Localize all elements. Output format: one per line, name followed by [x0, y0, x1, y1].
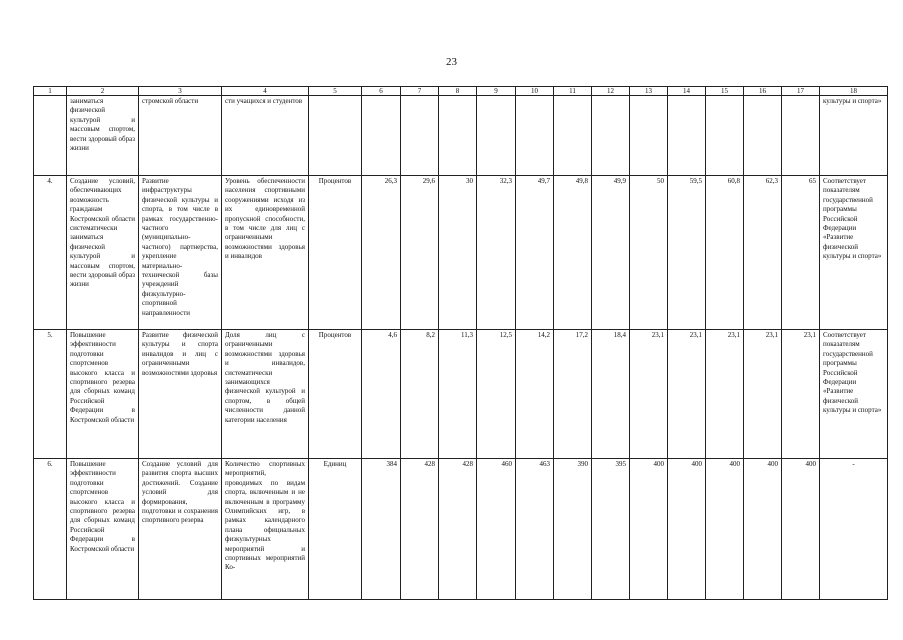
- value-cell: [744, 96, 782, 176]
- value-cell: [668, 96, 706, 176]
- row-number: 6.: [34, 459, 67, 600]
- value-cell: 23,1: [630, 330, 668, 459]
- value-cell: 49,9: [592, 176, 630, 330]
- value-cell: [477, 96, 516, 176]
- header-row: [34, 87, 888, 96]
- value-cell: 400: [706, 459, 744, 600]
- column-header: 13: [630, 87, 668, 96]
- column-header: 3: [139, 87, 222, 96]
- column-header: 11: [554, 87, 592, 96]
- table-row: [34, 459, 888, 600]
- value-cell: 32,3: [477, 176, 516, 330]
- column-header: 14: [668, 87, 706, 96]
- value-cell: 29,6: [401, 176, 439, 330]
- value-cell: 11,3: [439, 330, 477, 459]
- value-cell: 30: [439, 176, 477, 330]
- value-cell: [706, 96, 744, 176]
- task-cell: стромской области: [139, 96, 222, 176]
- column-header: 7: [401, 87, 439, 96]
- value-cell: 23,1: [668, 330, 706, 459]
- goal-cell: заниматься физической культурой и массовым спортом, вести здоровый образ жизни: [67, 96, 139, 176]
- indicator-cell: Доля лиц с ограниченными возможностями здоровья и инвалидов, систематически занимающихся физической культурой и спортом, в общей численности данной категории населения: [222, 330, 309, 459]
- indicators-table: [33, 86, 888, 600]
- value-cell: 384: [362, 459, 401, 600]
- indicator-cell: Уровень обеспеченности населения спортивными сооружениями исходя из их единовременной пропускной способности, в том числе для лиц с ограниченными возможностями здоровья и инвалидов: [222, 176, 309, 330]
- indicator-cell: сти учащихся и студентов: [222, 96, 309, 176]
- value-cell: [362, 96, 401, 176]
- value-cell: 400: [744, 459, 782, 600]
- value-cell: 49,7: [516, 176, 554, 330]
- note-cell: культуры и спорта»: [820, 96, 888, 176]
- note-cell: Соответствует показателям государственной программы Российской Федерации «Развитие физической культуры и спорта»: [820, 176, 888, 330]
- value-cell: 60,8: [706, 176, 744, 330]
- value-cell: 62,3: [744, 176, 782, 330]
- value-cell: 400: [782, 459, 820, 600]
- row-number: 5.: [34, 330, 67, 459]
- row-number: 4.: [34, 176, 67, 330]
- value-cell: 8,2: [401, 330, 439, 459]
- task-cell: Создание условий для развития спорта высших достижений. Создание условий для формирования, подготовки и сохранения спортивного резерва: [139, 459, 222, 600]
- column-header: 15: [706, 87, 744, 96]
- value-cell: 49,8: [554, 176, 592, 330]
- value-cell: 460: [477, 459, 516, 600]
- value-cell: 23,1: [782, 330, 820, 459]
- value-cell: [592, 96, 630, 176]
- value-cell: 428: [439, 459, 477, 600]
- column-header: 4: [222, 87, 309, 96]
- value-cell: 428: [401, 459, 439, 600]
- row-number: [34, 96, 67, 176]
- column-header: 16: [744, 87, 782, 96]
- table-row: [34, 176, 888, 330]
- value-cell: 26,3: [362, 176, 401, 330]
- goal-cell: Создание условий, обеспечивающих возможность гражданам Костромской области систематически заниматься физической культурой и массовым спортом, вести здоровый образ жизни: [67, 176, 139, 330]
- value-cell: 59,5: [668, 176, 706, 330]
- note-cell: Соответствует показателям государственной программы Российской Федерации «Развитие физической культуры и спорта»: [820, 330, 888, 459]
- value-cell: [782, 96, 820, 176]
- column-header: 1: [34, 87, 67, 96]
- indicator-cell: Количество спортивных мероприятий, проводимых по видам спорта, включенным и не включенным в программу Олимпийских игр, в рамках календарного плана официальных физкультурных мероприятий и спортивных мероприятий Ко-: [222, 459, 309, 600]
- note-cell: -: [820, 459, 888, 600]
- value-cell: 18,4: [592, 330, 630, 459]
- column-header: 9: [477, 87, 516, 96]
- value-cell: 395: [592, 459, 630, 600]
- unit-cell: [309, 96, 362, 176]
- goal-cell: Повышение эффективности подготовки спортсменов высокого класса и спортивного резерва для сборных команд Российской Федерации в Костромской области: [67, 330, 139, 459]
- value-cell: 4,6: [362, 330, 401, 459]
- value-cell: [439, 96, 477, 176]
- value-cell: 14,2: [516, 330, 554, 459]
- table-row: [34, 96, 888, 176]
- column-header: 8: [439, 87, 477, 96]
- value-cell: 390: [554, 459, 592, 600]
- column-header: 12: [592, 87, 630, 96]
- column-header: 10: [516, 87, 554, 96]
- unit-cell: Единиц: [309, 459, 362, 600]
- value-cell: 463: [516, 459, 554, 600]
- value-cell: [554, 96, 592, 176]
- column-header: 6: [362, 87, 401, 96]
- value-cell: 23,1: [744, 330, 782, 459]
- value-cell: [401, 96, 439, 176]
- value-cell: 23,1: [706, 330, 744, 459]
- page-number: 23: [446, 56, 457, 68]
- column-header: 17: [782, 87, 820, 96]
- goal-cell: Повышение эффективности подготовки спортсменов высокого класса и спортивного резерва для сборных команд Российской Федерации в Костромской области: [67, 459, 139, 600]
- value-cell: 400: [630, 459, 668, 600]
- unit-cell: Процентов: [309, 330, 362, 459]
- value-cell: 17,2: [554, 330, 592, 459]
- table-row: [34, 330, 888, 459]
- column-header: 18: [820, 87, 888, 96]
- value-cell: 400: [668, 459, 706, 600]
- column-header: 2: [67, 87, 139, 96]
- task-cell: Развитие инфраструктуры физической культуры и спорта, в том числе в рамках государственно-частного (муниципально-частного) партнерства, укрепление материально-технической базы учреждений физкультурно-спортивной направленности: [139, 176, 222, 330]
- unit-cell: Процентов: [309, 176, 362, 330]
- task-cell: Развитие физической культуры и спорта инвалидов и лиц с ограниченными возможностями здоровья: [139, 330, 222, 459]
- value-cell: [516, 96, 554, 176]
- column-header: 5: [309, 87, 362, 96]
- value-cell: 50: [630, 176, 668, 330]
- value-cell: 65: [782, 176, 820, 330]
- value-cell: 12,5: [477, 330, 516, 459]
- value-cell: [630, 96, 668, 176]
